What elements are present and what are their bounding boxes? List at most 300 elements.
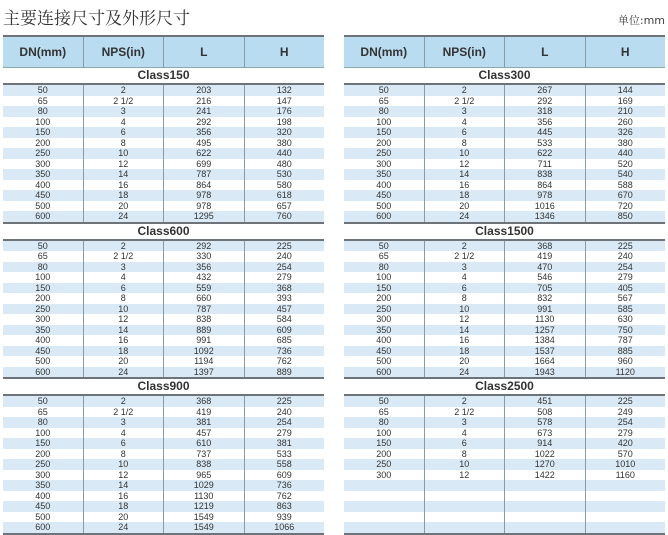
cell-nps: 4 <box>83 117 164 128</box>
cell-h: 457 <box>244 304 325 315</box>
cell-h: 570 <box>585 449 666 460</box>
cell-h: 540 <box>585 169 666 180</box>
cell-nps: 12 <box>83 159 164 170</box>
cell-h: 240 <box>585 251 666 262</box>
table-row <box>344 211 665 222</box>
column-header-h: H <box>585 37 666 67</box>
table-row <box>344 106 665 117</box>
cell-l: 1346 <box>504 211 585 222</box>
cell-l: 978 <box>163 201 244 212</box>
table-row <box>344 346 665 357</box>
cell-h: 225 <box>585 396 666 407</box>
cell-h: 1010 <box>585 459 666 470</box>
table-row <box>344 325 665 336</box>
table-row <box>344 180 665 191</box>
cell-h: 618 <box>244 190 325 201</box>
cell-nps: 4 <box>83 272 164 283</box>
cell-nps: 12 <box>83 470 164 481</box>
cell-dn: 600 <box>35 366 51 377</box>
class-label: Class1500 <box>344 224 665 241</box>
cell-nps: 2 <box>83 241 164 252</box>
table-row <box>344 138 665 149</box>
cell-h: 254 <box>244 417 325 428</box>
cell-l: 1549 <box>163 512 244 523</box>
table-row <box>344 417 665 428</box>
cell-nps: 16 <box>424 180 505 191</box>
cell-dn: 450 <box>376 345 392 356</box>
cell-l: 216 <box>163 96 244 107</box>
table-row <box>3 262 324 273</box>
table-row <box>3 396 324 407</box>
table-row <box>3 283 324 294</box>
cell-dn: 400 <box>376 179 392 190</box>
cell-l <box>504 480 585 491</box>
cell-h: 320 <box>244 127 325 138</box>
cell-dn: 600 <box>35 522 51 532</box>
cell-nps: 8 <box>83 293 164 304</box>
cell-l: 292 <box>504 96 585 107</box>
cell-dn: 150 <box>376 282 392 293</box>
cell-h: 736 <box>244 346 325 357</box>
cell-nps: 3 <box>424 417 505 428</box>
table-row <box>3 251 324 262</box>
table-row <box>344 190 665 201</box>
cell-nps: 18 <box>83 346 164 357</box>
cell-dn: 450 <box>35 501 51 511</box>
cell-dn <box>344 512 424 523</box>
cell-dn: 300 <box>35 158 51 169</box>
cell-nps: 2 <box>424 241 505 252</box>
cell-l: 241 <box>163 106 244 117</box>
cell-dn: 300 <box>376 158 392 169</box>
column-header-dn: DN(mm) <box>19 45 67 59</box>
cell-l: 1022 <box>504 449 585 460</box>
cell-nps: 14 <box>424 169 505 180</box>
cell-nps: 10 <box>424 304 505 315</box>
cell-nps: 6 <box>83 438 164 449</box>
cell-dn: 500 <box>376 356 392 366</box>
table-row <box>344 356 665 367</box>
cell-l: 622 <box>504 148 585 159</box>
cell-l <box>504 512 585 523</box>
cell-l: 889 <box>163 325 244 336</box>
cell-dn: 65 <box>37 406 48 417</box>
cell-l: 699 <box>163 159 244 170</box>
cell-l: 533 <box>504 138 585 149</box>
table-row <box>344 251 665 262</box>
cell-h: 326 <box>585 127 666 138</box>
cell-h: 760 <box>244 211 325 222</box>
table-row <box>3 211 324 222</box>
cell-dn: 450 <box>376 190 392 200</box>
cell-l: 1016 <box>504 201 585 212</box>
cell-h: 885 <box>585 346 666 357</box>
cell-nps: 24 <box>83 522 164 533</box>
cell-nps: 20 <box>83 201 164 212</box>
cell-h: 720 <box>585 201 666 212</box>
cell-dn: 200 <box>376 293 392 303</box>
table-row <box>3 159 324 170</box>
cell-l: 1397 <box>163 367 244 378</box>
cell-h: 567 <box>585 293 666 304</box>
cell-l <box>504 501 585 512</box>
cell-l: 356 <box>163 262 244 273</box>
cell-dn: 100 <box>376 427 392 438</box>
cell-l: 330 <box>163 251 244 262</box>
table-row <box>3 304 324 315</box>
cell-l: 1384 <box>504 335 585 346</box>
cell-dn: 65 <box>378 251 389 261</box>
cell-dn: 600 <box>376 366 392 377</box>
table-row <box>3 148 324 159</box>
cell-dn: 300 <box>376 469 392 480</box>
cell-dn: 250 <box>376 459 392 469</box>
cell-l: 356 <box>504 117 585 128</box>
cell-dn: 100 <box>376 116 392 127</box>
cell-l: 1219 <box>163 501 244 512</box>
table-row <box>3 356 324 367</box>
cell-l: 914 <box>504 438 585 449</box>
cell-h <box>585 480 666 491</box>
cell-l: 1549 <box>163 522 244 533</box>
cell-dn <box>344 491 424 502</box>
table-row <box>3 190 324 201</box>
cell-dn: 350 <box>35 169 51 179</box>
cell-nps: 2 1/2 <box>424 407 505 418</box>
table-row <box>344 480 665 491</box>
cell-dn: 100 <box>35 116 51 127</box>
cell-l: 660 <box>163 293 244 304</box>
cell-h: 279 <box>244 428 325 439</box>
cell-nps: 18 <box>83 501 164 512</box>
cell-h: 609 <box>244 325 325 336</box>
cell-h: 440 <box>244 148 325 159</box>
cell-dn: 150 <box>376 438 392 448</box>
cell-l: 292 <box>163 117 244 128</box>
cell-dn: 100 <box>35 427 51 438</box>
table-row <box>344 262 665 273</box>
cell-l: 356 <box>163 127 244 138</box>
cell-dn: 150 <box>376 127 392 137</box>
cell-dn: 600 <box>376 211 392 221</box>
cell-l: 470 <box>504 262 585 273</box>
cell-h: 381 <box>244 438 325 449</box>
cell-l: 622 <box>163 148 244 159</box>
cell-h: 850 <box>585 211 666 222</box>
column-header-nps: NPS(in) <box>83 37 164 67</box>
cell-dn: 500 <box>35 511 51 522</box>
cell-h: 609 <box>244 470 325 481</box>
cell-nps: 2 <box>83 396 164 407</box>
cell-nps: 3 <box>83 417 164 428</box>
cell-dn: 250 <box>376 303 392 314</box>
table-row <box>344 491 665 502</box>
cell-nps: 4 <box>83 428 164 439</box>
table-row <box>3 438 324 449</box>
cell-h: 736 <box>244 480 325 491</box>
cell-l: 705 <box>504 283 585 294</box>
cell-l: 546 <box>504 272 585 283</box>
cell-l: 318 <box>504 106 585 117</box>
cell-l: 1943 <box>504 367 585 378</box>
cell-h: 939 <box>244 512 325 523</box>
cell-h: 279 <box>244 272 325 283</box>
cell-l: 610 <box>163 438 244 449</box>
cell-h: 584 <box>244 314 325 325</box>
cell-h: 762 <box>244 491 325 502</box>
column-header-l: L <box>163 37 244 67</box>
cell-dn: 200 <box>35 448 51 459</box>
cell-dn <box>344 480 424 491</box>
cell-h: 1066 <box>244 522 325 533</box>
cell-h: 225 <box>244 241 325 252</box>
table-row <box>3 428 324 439</box>
cell-nps: 24 <box>424 367 505 378</box>
cell-h: 750 <box>585 325 666 336</box>
table-row <box>344 169 665 180</box>
cell-l: 673 <box>504 428 585 439</box>
class-section <box>3 85 324 224</box>
cell-dn: 80 <box>378 417 389 427</box>
cell-nps: 12 <box>424 470 505 481</box>
cell-dn <box>344 522 424 533</box>
cell-h: 169 <box>585 96 666 107</box>
table-row <box>3 522 324 533</box>
cell-l: 445 <box>504 127 585 138</box>
cell-nps: 18 <box>424 190 505 201</box>
cell-h: 889 <box>244 367 325 378</box>
cell-h: 249 <box>585 407 666 418</box>
table-row <box>344 304 665 315</box>
cell-h: 147 <box>244 96 325 107</box>
cell-h: 260 <box>585 117 666 128</box>
cell-h: 254 <box>585 262 666 273</box>
cell-l <box>504 522 585 533</box>
cell-nps: 2 1/2 <box>83 96 164 107</box>
cell-l: 1270 <box>504 459 585 470</box>
table-row <box>3 117 324 128</box>
cell-nps <box>424 491 505 502</box>
column-header-nps: NPS(in) <box>424 37 505 67</box>
cell-nps <box>424 501 505 512</box>
table-row <box>3 367 324 378</box>
cell-nps: 3 <box>424 106 505 117</box>
cell-h: 787 <box>585 335 666 346</box>
cell-nps: 24 <box>83 367 164 378</box>
table-row <box>3 314 324 325</box>
table-row <box>3 459 324 470</box>
cell-nps: 10 <box>424 459 505 470</box>
cell-dn: 65 <box>378 406 389 417</box>
cell-l: 432 <box>163 272 244 283</box>
table-row <box>3 201 324 212</box>
cell-nps: 2 <box>424 85 505 96</box>
cell-nps: 3 <box>83 262 164 273</box>
cell-h: 670 <box>585 190 666 201</box>
cell-nps: 20 <box>83 356 164 367</box>
cell-l: 787 <box>163 169 244 180</box>
table-row <box>344 501 665 512</box>
cell-dn: 300 <box>35 314 51 324</box>
cell-nps: 20 <box>424 356 505 367</box>
cell-nps: 3 <box>83 106 164 117</box>
table-row <box>344 335 665 346</box>
cell-dn: 80 <box>378 106 389 116</box>
cell-nps: 14 <box>424 325 505 336</box>
table-row <box>344 314 665 325</box>
cell-l: 838 <box>163 459 244 470</box>
class-label: Class600 <box>3 224 324 241</box>
cell-l: 1422 <box>504 470 585 481</box>
cell-l: 787 <box>163 304 244 315</box>
dimension-table-right <box>344 35 665 535</box>
cell-nps: 14 <box>83 325 164 336</box>
table-row <box>344 96 665 107</box>
cell-l: 1664 <box>504 356 585 367</box>
cell-nps: 12 <box>424 314 505 325</box>
table-row <box>344 470 665 481</box>
cell-nps: 16 <box>424 335 505 346</box>
table-row <box>3 96 324 107</box>
table-row <box>344 117 665 128</box>
table-row <box>344 449 665 460</box>
cell-h: 405 <box>585 283 666 294</box>
cell-h: 1120 <box>585 367 666 378</box>
table-row <box>344 272 665 283</box>
table-row <box>3 346 324 357</box>
cell-dn: 50 <box>37 85 48 95</box>
cell-h <box>585 491 666 502</box>
cell-nps: 16 <box>83 335 164 346</box>
cell-dn: 350 <box>376 324 392 335</box>
cell-nps: 4 <box>424 117 505 128</box>
cell-dn: 300 <box>35 469 51 480</box>
cell-dn: 65 <box>37 251 48 261</box>
table-row <box>3 241 324 252</box>
cell-dn: 50 <box>37 240 48 251</box>
table-row <box>344 283 665 294</box>
table-row <box>3 449 324 460</box>
cell-dn: 350 <box>35 480 51 490</box>
cell-h: 863 <box>244 501 325 512</box>
cell-nps: 2 <box>83 85 164 96</box>
cell-h: 279 <box>585 272 666 283</box>
table-row <box>3 470 324 481</box>
cell-dn: 65 <box>37 95 48 106</box>
cell-l: 292 <box>163 241 244 252</box>
cell-l: 978 <box>163 190 244 201</box>
cell-nps: 8 <box>83 449 164 460</box>
cell-h: 585 <box>585 304 666 315</box>
cell-dn: 300 <box>376 314 392 324</box>
table-row <box>3 491 324 502</box>
cell-l: 1257 <box>504 325 585 336</box>
cell-dn: 50 <box>378 85 389 95</box>
table-row <box>3 85 324 96</box>
cell-h: 520 <box>585 159 666 170</box>
cell-l <box>504 491 585 502</box>
cell-nps: 18 <box>83 190 164 201</box>
cell-dn: 100 <box>35 272 51 282</box>
table-row <box>344 522 665 533</box>
cell-l: 203 <box>163 85 244 96</box>
cell-dn: 80 <box>378 261 389 272</box>
cell-nps: 24 <box>83 211 164 222</box>
cell-h: 132 <box>244 85 325 96</box>
cell-l: 381 <box>163 417 244 428</box>
cell-h: 380 <box>585 138 666 149</box>
class-label: Class2500 <box>344 379 665 396</box>
table-row <box>344 438 665 449</box>
cell-nps: 10 <box>83 304 164 315</box>
cell-l: 737 <box>163 449 244 460</box>
cell-h: 657 <box>244 201 325 212</box>
cell-nps: 10 <box>83 459 164 470</box>
cell-nps: 16 <box>83 180 164 191</box>
dimension-table-left <box>3 35 324 535</box>
cell-nps: 2 1/2 <box>83 407 164 418</box>
cell-dn: 50 <box>378 396 389 406</box>
cell-h: 480 <box>244 159 325 170</box>
class-label: Class900 <box>3 379 324 396</box>
cell-h: 533 <box>244 449 325 460</box>
cell-dn: 450 <box>35 345 51 356</box>
cell-dn: 50 <box>37 396 48 406</box>
cell-l: 1029 <box>163 480 244 491</box>
cell-l: 368 <box>504 241 585 252</box>
cell-h: 225 <box>585 241 666 252</box>
cell-l: 457 <box>163 428 244 439</box>
cell-nps: 10 <box>83 148 164 159</box>
cell-h: 198 <box>244 117 325 128</box>
cell-nps: 8 <box>424 449 505 460</box>
class-section <box>3 241 324 380</box>
cell-dn: 600 <box>35 211 51 221</box>
cell-l: 419 <box>504 251 585 262</box>
cell-h: 588 <box>585 180 666 191</box>
cell-dn: 150 <box>35 282 51 293</box>
table-row <box>3 335 324 346</box>
cell-nps: 2 1/2 <box>424 251 505 262</box>
table-row <box>3 127 324 138</box>
cell-h <box>585 501 666 512</box>
cell-l: 368 <box>163 396 244 407</box>
cell-h: 420 <box>585 438 666 449</box>
cell-h: 144 <box>585 85 666 96</box>
cell-h: 254 <box>585 417 666 428</box>
class-section <box>344 241 665 380</box>
cell-nps: 18 <box>424 346 505 357</box>
table-row <box>344 241 665 252</box>
cell-l: 838 <box>163 314 244 325</box>
cell-h: 685 <box>244 335 325 346</box>
cell-nps: 16 <box>83 491 164 502</box>
table-row <box>3 325 324 336</box>
cell-dn <box>344 501 424 512</box>
cell-l: 991 <box>504 304 585 315</box>
cell-l: 451 <box>504 396 585 407</box>
column-header-dn: DN(mm) <box>360 45 408 59</box>
cell-l: 965 <box>163 470 244 481</box>
cell-nps <box>424 522 505 533</box>
cell-nps: 6 <box>424 438 505 449</box>
cell-nps: 6 <box>83 283 164 294</box>
cell-l: 1537 <box>504 346 585 357</box>
cell-nps: 20 <box>424 201 505 212</box>
table-row <box>3 293 324 304</box>
cell-h: 254 <box>244 262 325 273</box>
cell-h: 960 <box>585 356 666 367</box>
